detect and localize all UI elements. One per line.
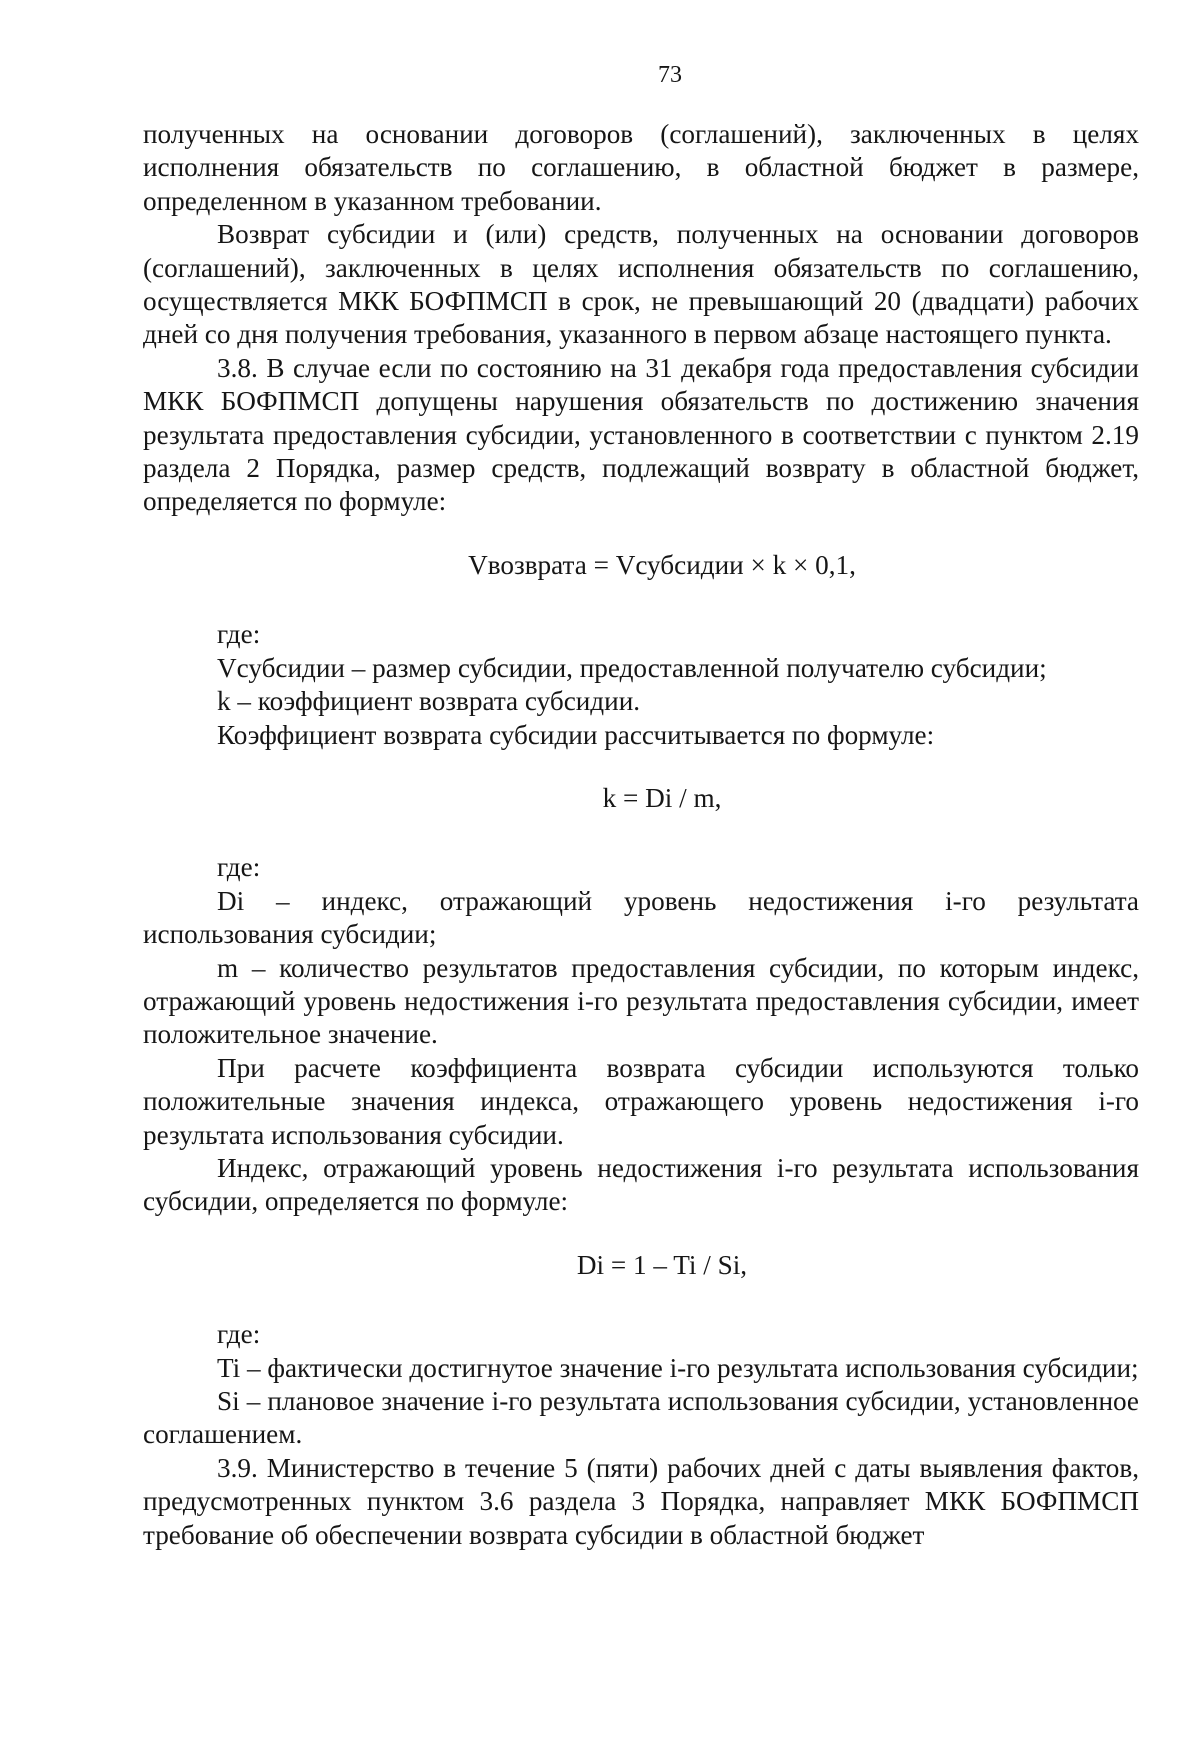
- page-number: 73: [658, 62, 682, 88]
- paragraph-positive-values: При расчете коэффициента возврата субсидии используются только положительные значения индекса, отражающего уровень недостижения i-го результата использования субсидии.: [143, 1052, 1139, 1150]
- paragraph-continuation: полученных на основании договоров (соглашений), заключенных в целях исполнения обязательств по соглашению, в областной бюджет в размере, определенном в указанном требовании.: [143, 119, 1139, 216]
- formula-index: Di = 1 – Ti / Si,: [576, 1249, 748, 1280]
- where-label-1: где:: [217, 619, 261, 650]
- paragraph-3-8: 3.8. В случае если по состоянию на 31 декабря года предоставления субсидии МКК БОФПМСП допущены нарушения обязательств по достижению значения результата предоставления субсидии, установленного в соответствии с пунктом 2.19 раздела 2 Порядка, размер средств, подлежащий возврату в областной бюджет, определяется по формуле:: [143, 352, 1139, 517]
- definition-ti: Ti – фактически достигнутое значение i-го результата использования субсидии;: [217, 1352, 1139, 1383]
- paragraph-index-intro: Индекс, отражающий уровень недостижения i-го результата использования субсидии, определяется по формуле:: [143, 1152, 1139, 1217]
- definition-k: k – коэффициент возврата субсидии.: [217, 686, 641, 717]
- paragraph-refund-terms: Возврат субсидии и (или) средств, полученных на основании договоров (соглашений), заключенных в целях исполнения обязательств по соглашению, осуществляется МКК БОФПМСП в срок, не превышающий 20 (двадцати) рабочих дней со дня получения требования, указанного в первом абзаце настоящего пункта.: [143, 219, 1139, 350]
- paragraph-3-9: 3.9. Министерство в течение 5 (пяти) рабочих дней с даты выявления фактов, предусмотренных пунктом 3.6 раздела 3 Порядка, направляет МКК БОФПМСП требование об обеспечении возврата субсидии в областной бюджет: [143, 1452, 1139, 1550]
- definition-m: m – количество результатов предоставления субсидии, по которым индекс, отражающий уровень недостижения i-го результата предоставления субсидии, имеет положительное значение.: [143, 952, 1139, 1050]
- where-label-3: где:: [217, 1319, 261, 1350]
- definition-v-subsidy: Vсубсидии – размер субсидии, предоставленной получателю субсидии;: [217, 652, 1047, 683]
- where-label-2: где:: [217, 852, 261, 883]
- definition-si: Si – плановое значение i-го результата использования субсидии, установленное соглашением.: [143, 1386, 1139, 1450]
- document-body: [143, 118, 1139, 1552]
- formula-refund-volume: Vвозврата = Vсубсидии × k × 0,1,: [468, 549, 856, 580]
- formula-coefficient: k = Di / m,: [602, 782, 722, 813]
- paragraph-coefficient-intro: Коэффициент возврата субсидии рассчитывается по формуле:: [217, 719, 935, 750]
- definition-di: Di – индекс, отражающий уровень недостижения i-го результата использования субсидии;: [143, 885, 1139, 950]
